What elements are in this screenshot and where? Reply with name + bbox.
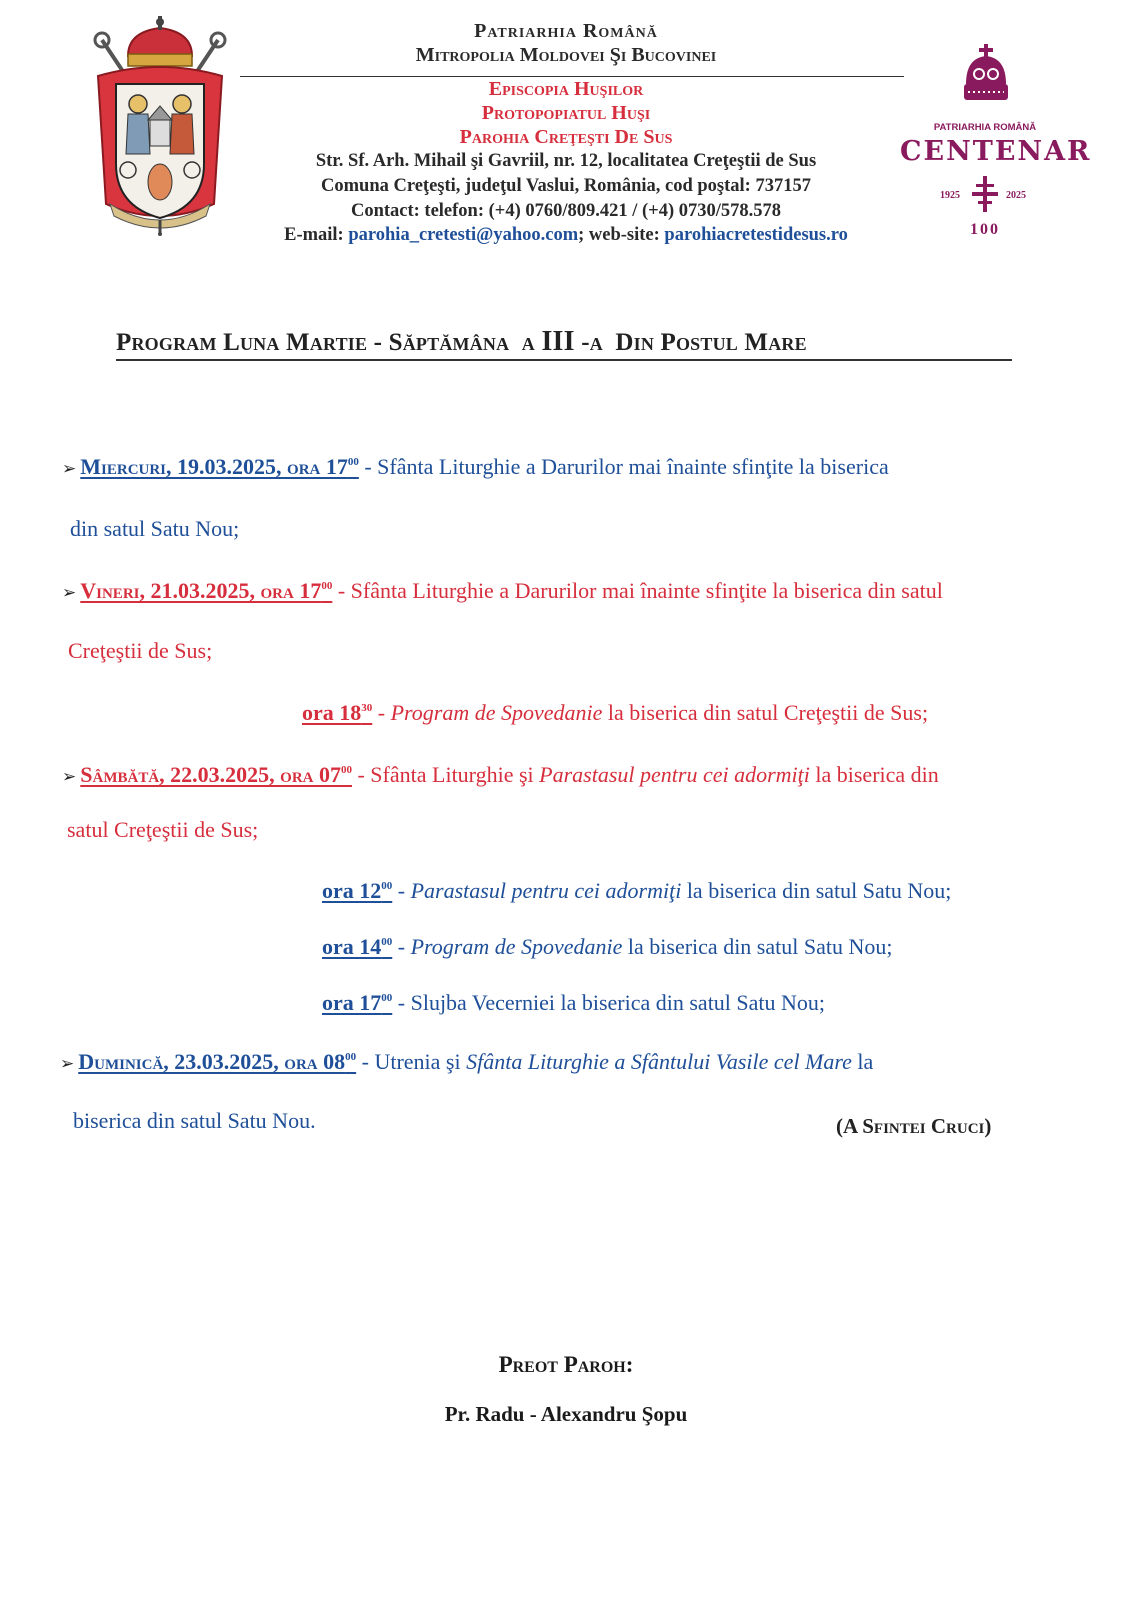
bullet-arrow-icon: ➢ bbox=[62, 767, 77, 787]
signature-role: Preot Paroh: bbox=[498, 1352, 634, 1377]
entry-saturday-sub2-time: ora $14^{00}$ bbox=[322, 934, 393, 959]
email-link[interactable]: parohia_cretesti@yahoo.com bbox=[348, 225, 579, 245]
bullet-arrow-icon: ➢ bbox=[62, 459, 77, 479]
entry-saturday: ➢ Sâmbătă, 22.03.2025, ora $07^{00}$ - Sfânta Liturghie şi Parastasul pentru cei adormiţi la biserica din bbox=[62, 762, 939, 787]
centenar-top-text: PATRIARHIA ROMÂNĂ bbox=[933, 122, 1037, 133]
entry-wednesday-date: Miercuri, 19.03.2025, ora $17^{00}$ bbox=[80, 454, 359, 479]
entry-friday-sub-italic: Program de Spovedanie bbox=[390, 700, 603, 725]
entry-wednesday bbox=[62, 454, 889, 480]
header-divider bbox=[240, 76, 904, 77]
entry-friday-text: - Sfânta Liturghie a Darurilor mai înainte sfinţite la biserica din satul bbox=[337, 578, 943, 603]
entry-friday bbox=[62, 578, 943, 604]
website-link[interactable]: parohiacretestidesus.ro bbox=[664, 225, 848, 245]
entry-sunday-date: Duminică, 23.03.2025, ora $08^{00}$ bbox=[78, 1049, 357, 1074]
entry-friday-sub-time: ora $18^{30}$ bbox=[302, 700, 373, 725]
centenar-year-left: 1925 bbox=[940, 190, 960, 201]
entry-friday-date: Vineri, 21.03.2025, ora $17^{00}$ bbox=[80, 578, 333, 603]
header-contact: Contact: telefon: (+4) 0760/809.421 / (+4) 0730/578.578 bbox=[350, 201, 782, 221]
cross-icon bbox=[972, 176, 998, 212]
centenar-number: 100 bbox=[970, 221, 1000, 238]
header-address-line2: Comuna Creţeşti, judeţul Vaslui, România, cod poştal: 737157 bbox=[321, 176, 811, 196]
centenar-logo bbox=[900, 44, 1092, 244]
title-part4: -a bbox=[581, 329, 603, 356]
entry-wednesday-text: - Sfânta Liturghie a Darurilor mai înainte sfinţite la biserica bbox=[364, 454, 889, 479]
title-part1: Program Luna Martie - Săptămâna bbox=[116, 329, 510, 356]
entry-friday-cont: Creţeştii de Sus; bbox=[68, 638, 213, 663]
header-metropolis: Mitropolia Moldovei Şi Bucovinei bbox=[415, 44, 717, 66]
web-label: ; web-site: bbox=[578, 225, 660, 245]
bullet-arrow-icon: ➢ bbox=[62, 583, 77, 603]
page-title bbox=[116, 326, 1012, 361]
entry-saturday-sub1-time: ora $12^{00}$ bbox=[322, 878, 393, 903]
entry-saturday-cont: satul Creţeştii de Sus; bbox=[67, 817, 259, 842]
header-parish: Parohia Creţeşti De Sus bbox=[459, 126, 673, 148]
header-deanery: Protopopiatul Huşi bbox=[481, 102, 651, 124]
entry-wednesday-cont: din satul Satu Nou; bbox=[70, 516, 240, 541]
signature-name: Pr. Radu - Alexandru Şopu bbox=[444, 1402, 688, 1426]
centenar-year-right: 2025 bbox=[1006, 190, 1026, 201]
bullet-arrow-icon: ➢ bbox=[60, 1054, 75, 1074]
centenar-title: CENTENAR bbox=[900, 136, 1092, 167]
title-part5: Din Postul Mare bbox=[615, 329, 807, 356]
entry-saturday-sub3-time: ora $17^{00}$ bbox=[322, 990, 393, 1015]
header-address-line1: Str. Sf. Arh. Mihail şi Gavriil, nr. 12, localitatea Creţeştii de Sus bbox=[315, 151, 817, 171]
entry-sunday-cont: biserica din satul Satu Nou. bbox=[73, 1108, 316, 1133]
title-part2: a bbox=[521, 329, 535, 356]
entry-saturday-sub1: ora $12^{00}$ - Parastasul pentru cei adormiţi la biserica din satul Satu Nou; bbox=[322, 878, 952, 903]
title-part3: III bbox=[541, 326, 575, 357]
entry-sunday-italic: Sfânta Liturghie a Sfântului Vasile cel Mare bbox=[466, 1049, 852, 1074]
entry-sunday: ➢ Duminică, 23.03.2025, ora $08^{00}$ - Utrenia şi Sfânta Liturghie a Sfântului Vasile cel Mare la bbox=[60, 1049, 874, 1074]
mitre-icon bbox=[960, 44, 1012, 110]
entry-sunday-note: (A Sfintei Cruci) bbox=[836, 1114, 992, 1138]
header-patriarchy: Patriarhia Română bbox=[474, 20, 658, 42]
entry-friday-sub: ora $18^{30}$ - Program de Spovedanie la biserica din satul Creţeştii de Sus; bbox=[302, 700, 929, 725]
entry-saturday-date: Sâmbătă, 22.03.2025, ora $07^{00}$ bbox=[80, 762, 352, 787]
entry-saturday-italic: Parastasul pentru cei adormiţi bbox=[539, 762, 810, 787]
entry-saturday-sub2: ora $14^{00}$ - Program de Spovedanie la biserica din satul Satu Nou; bbox=[322, 934, 893, 959]
header-diocese: Episcopia Huşilor bbox=[488, 78, 644, 100]
entry-saturday-sub3: ora $17^{00}$ - Slujba Vecerniei la biserica din satul Satu Nou; bbox=[322, 990, 826, 1015]
email-label: E-mail: bbox=[284, 225, 344, 245]
